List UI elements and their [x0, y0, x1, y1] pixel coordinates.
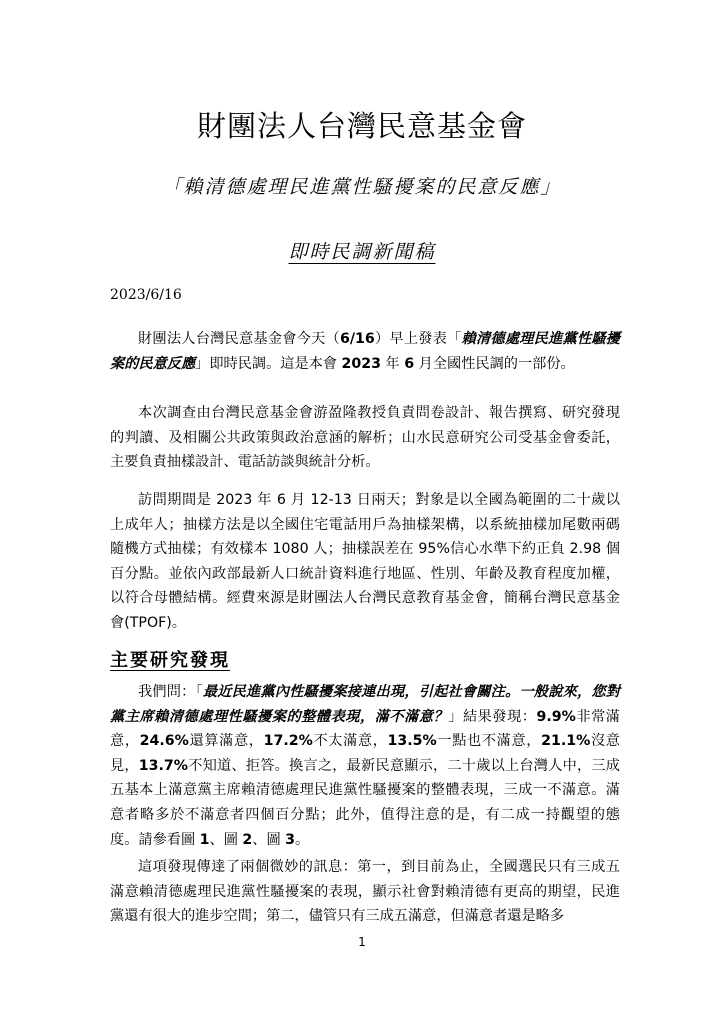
- paragraph-research-team: 本次調查由台灣民意基金會游盈隆教授負責問卷設計、報告撰寫、研究發現的判讀、及相關公共政策與政治意涵的解析；山水民意研究公司受基金會委託，主要負責抽樣設計、電話訪談與統計分析。: [110, 405, 620, 471]
- release-date: 2023/6/16: [110, 287, 182, 303]
- percent-run: 24.6%: [139, 733, 189, 750]
- paragraph-methodology: 訪問期間是 2023 年 6 月 12-13 日兩天；對象是以全國為範圍的二十歲以上成年人；抽樣方法是以全國住宅電話用戶為抽樣架構，以系統抽樣加尾數兩碼隨機方式抽樣；有效樣本 1080 人；抽樣誤差在 95%信心水準下約正負 2.98 個百分點。並依內政部最新人口統計資料進行地區、性別、年齡及教育程度加權，以符合母體結構。經費來源是財團法人台灣民意教育基金會，簡稱台灣民意基金會(TPOF)。: [110, 492, 620, 631]
- text-run: 、圖: [252, 831, 286, 848]
- text-run: 一點也不滿意，: [436, 733, 542, 750]
- text-run: 非常滿意，: [110, 708, 620, 750]
- figure-number-run: 2: [242, 831, 253, 848]
- text-run: 還算滿意，: [188, 733, 264, 750]
- text-run: 財團法人台灣民意基金會今天（: [138, 331, 340, 347]
- figure-number-run: 3: [285, 831, 296, 848]
- bold-run: 6: [404, 355, 415, 372]
- percent-run: 13.5%: [387, 733, 437, 750]
- paragraph-intro: [110, 327, 620, 376]
- figure-number-run: 1: [199, 831, 210, 848]
- document-title: 財團法人台灣民意基金會: [196, 109, 527, 143]
- document-subtitle: 「賴清德處理民進黨性騷擾案的民意反應」: [162, 176, 562, 198]
- text-run: 不知道、拒答。換言之，最新民意顯示，二十歲以上台灣人中，三成五基本上滿意黨主席賴清德處理民進黨性騷擾案的整體表現，三成一不滿意。滿意者略多於不滿意者四個百分點；此外，值得注意的是，有二成一持觀望的態度。請參看圖: [110, 757, 620, 848]
- text-run: 、圖: [209, 831, 243, 848]
- section-heading: [110, 646, 230, 672]
- percent-run: 21.1%: [541, 733, 591, 750]
- bold-run: 2023: [341, 355, 382, 372]
- survey-question-run: 最近民進黨內性騷擾案接連出現，引起社會關注。一般說來，您對黨主席賴清德處理性騷擾案的整體表現，滿不滿意？: [110, 684, 620, 725]
- text-run: ）早上發表「: [374, 331, 462, 347]
- text-run: 我們問：「: [138, 684, 203, 700]
- text-run: 」即時民調。這是本會: [195, 355, 342, 372]
- section-heading-text: 主要研究發現: [110, 650, 230, 671]
- text-run: 不太滿意，: [312, 733, 388, 750]
- press-release-label-text: 即時民調新聞稿: [288, 241, 436, 263]
- percent-run: 17.2%: [263, 733, 313, 750]
- text-run: 年: [381, 355, 405, 372]
- paragraph-interpretation: 這項發現傳達了兩個微妙的訊息：第一，到目前為止，全國選民只有三成五滿意賴清德處理民進黨性騷擾案的表現，顯示社會對賴清德有更高的期望，民進黨還有很大的進步空間；第二，儘管只有三成五滿意，但滿意者還是略多: [110, 859, 620, 925]
- press-release-label: [0, 237, 724, 264]
- text-run: 。: [295, 831, 310, 848]
- bold-run: 6/16: [339, 331, 375, 347]
- paragraph-main-findings: [110, 680, 620, 852]
- percent-run: 9.9%: [536, 708, 576, 725]
- survey-title-run: 賴清德處理民進黨性騷擾案的民意反應: [110, 331, 620, 372]
- text-run: 月全國性民調的一部份。: [414, 355, 575, 372]
- text-run: 」結果發現：: [448, 708, 537, 725]
- percent-run: 13.7%: [138, 757, 189, 774]
- text-run: 沒意見，: [110, 733, 620, 774]
- page-number: 1: [358, 935, 366, 949]
